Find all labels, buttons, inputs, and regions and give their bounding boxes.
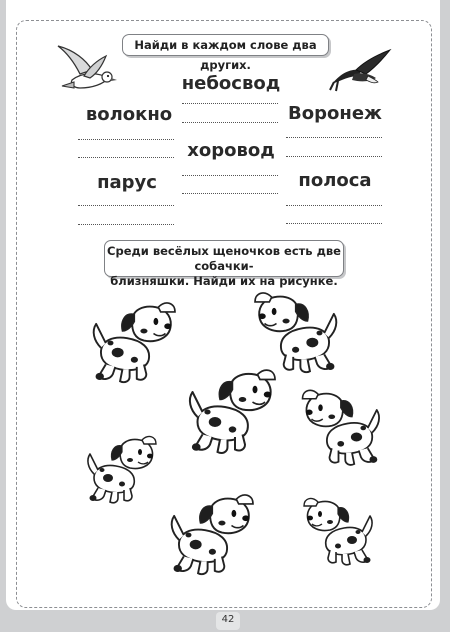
puppy-icon[interactable]	[300, 484, 380, 580]
word-volokno: волокно	[85, 104, 173, 125]
task2-title-box	[104, 240, 344, 288]
answer-line[interactable]	[78, 157, 174, 158]
answer-line[interactable]	[182, 193, 278, 194]
page-number: 42	[221, 614, 235, 625]
word-khorovod: хоровод	[187, 140, 275, 161]
answer-line[interactable]	[286, 205, 382, 206]
puppy-icon[interactable]	[250, 290, 346, 376]
word-polosa: полоса	[298, 170, 372, 191]
word-parus: парус	[97, 172, 157, 193]
seagull-icon	[52, 40, 118, 100]
answer-line[interactable]	[78, 139, 174, 140]
answer-line[interactable]	[286, 156, 382, 157]
answer-line[interactable]	[78, 205, 174, 206]
swallow-icon	[328, 44, 394, 94]
puppy-icon[interactable]	[162, 492, 258, 578]
puppy-icon[interactable]	[180, 366, 280, 458]
answer-line[interactable]	[182, 175, 278, 176]
word-voronezh: Воронеж	[288, 103, 382, 124]
task2-line2: близняшки. Найди их на рисунке.	[110, 274, 338, 288]
puppy-icon[interactable]	[298, 378, 388, 478]
answer-line[interactable]	[286, 223, 382, 224]
task1-title: Найди в каждом слове два других.	[134, 38, 317, 72]
answer-line[interactable]	[182, 122, 278, 123]
puppy-icon[interactable]	[84, 300, 180, 386]
task2-line1: Среди весёлых щеночков есть две собачки-	[107, 244, 341, 273]
answer-line[interactable]	[78, 224, 174, 225]
word-nebosvod: небосвод	[181, 73, 281, 94]
puppy-icon[interactable]	[80, 422, 160, 518]
answer-line[interactable]	[182, 103, 278, 104]
task1-title-box	[122, 34, 329, 72]
answer-line[interactable]	[286, 137, 382, 138]
